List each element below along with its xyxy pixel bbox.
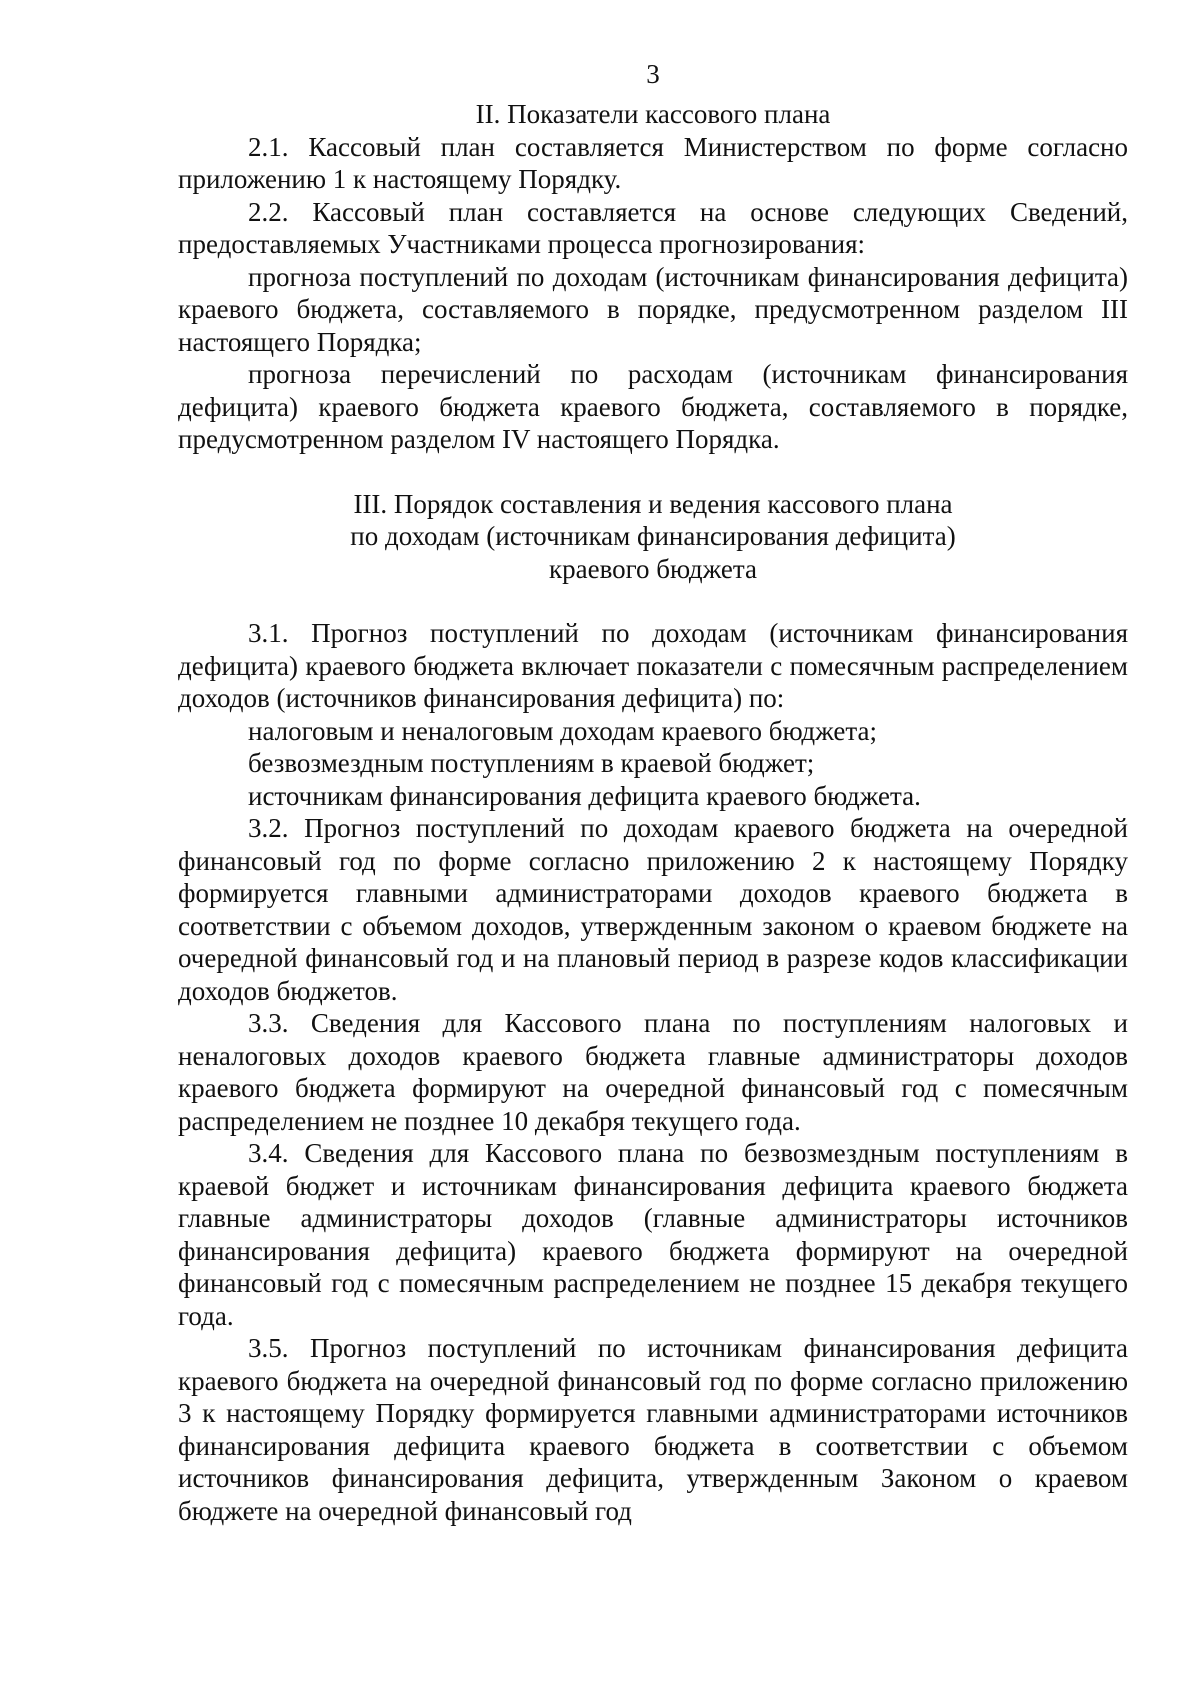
document-page [178, 58, 1128, 1527]
paragraph-3-4: 3.4. Сведения для Кассового плана по безвозмездным поступлениям в краевой бюджет и источникам финансирования дефицита краевого бюджета главные администраторы доходов (главные администраторы источников финансирования дефицита) краевого бюджета формируют на очередной финансовый год с помесячным распределением не позднее 15 декабря текущего года. [178, 1138, 1128, 1331]
list-item-expense-forecast: прогноза перечислений по расходам (источникам финансирования дефицита) краевого бюджета краевого бюджета, составляемого в порядке, предусмотренном разделом IV настоящего Порядка. [178, 359, 1128, 454]
list-item-income-forecast: прогноза поступлений по доходам (источникам финансирования дефицита) краевого бюджета, составляемого в порядке, предусмотренном разделом III настоящего Порядка; [178, 261, 1128, 357]
page-number: 3 [646, 59, 660, 89]
section-2-heading: II. Показатели кассового плана [475, 99, 831, 129]
list-item-deficit-sources: источникам финансирования дефицита краевого бюджета. [248, 780, 921, 811]
section-3-heading-line: III. Порядок составления и ведения кассового плана [353, 488, 953, 519]
list-item-tax-income: налоговым и неналоговым доходам краевого бюджета; [248, 715, 877, 746]
paragraph-3-2: 3.2. Прогноз поступлений по доходам краевого бюджета на очередной финансовый год по форме согласно приложению 2 к настоящему Порядку формируется главными администраторами доходов краевого бюджета в соответствии с объемом доходов, утвержденным законом о краевом бюджете на очередной финансовый год и на плановый период в разрезе кодов классификации доходов бюджетов. [178, 813, 1128, 1006]
section-2 [178, 98, 1128, 456]
section-3 [178, 488, 1128, 1528]
paragraph-3-1: 3.1. Прогноз поступлений по доходам (источникам финансирования дефицита) краевого бюджета включает показатели с помесячным распределением доходов (источников финансирования дефицита) по: [178, 618, 1128, 713]
section-3-heading-line: краевого бюджета [549, 553, 757, 584]
paragraph-2-1: 2.1. Кассовый план составляется Министерством по форме согласно приложению 1 к настоящему Порядку. [178, 131, 1128, 194]
paragraph-2-2: 2.2. Кассовый план составляется на основе следующих Сведений, предоставляемых Участниками процесса прогнозирования: [178, 196, 1128, 259]
section-3-heading-line: по доходам (источникам финансирования дефицита) [350, 521, 956, 551]
paragraph-3-5: 3.5. Прогноз поступлений по источникам финансирования дефицита краевого бюджета на очередной финансовый год по форме согласно приложению 3 к настоящему Порядку формируется главными администраторами источников финансирования дефицита краевого бюджета в соответствии с объемом источников финансирования дефицита, утвержденным Законом о краевом бюджете на очередной финансовый год [178, 1333, 1128, 1526]
section-3-heading [178, 488, 1128, 586]
paragraph-3-3: 3.3. Сведения для Кассового плана по поступлениям налоговых и неналоговых доходов краевого бюджета главные администраторы доходов краевого бюджета формируют на очередной финансовый год с помесячным распределением не позднее 10 декабря текущего года. [178, 1008, 1128, 1136]
list-item-gratuitous-receipts: безвозмездным поступлениям в краевой бюджет; [248, 748, 815, 778]
